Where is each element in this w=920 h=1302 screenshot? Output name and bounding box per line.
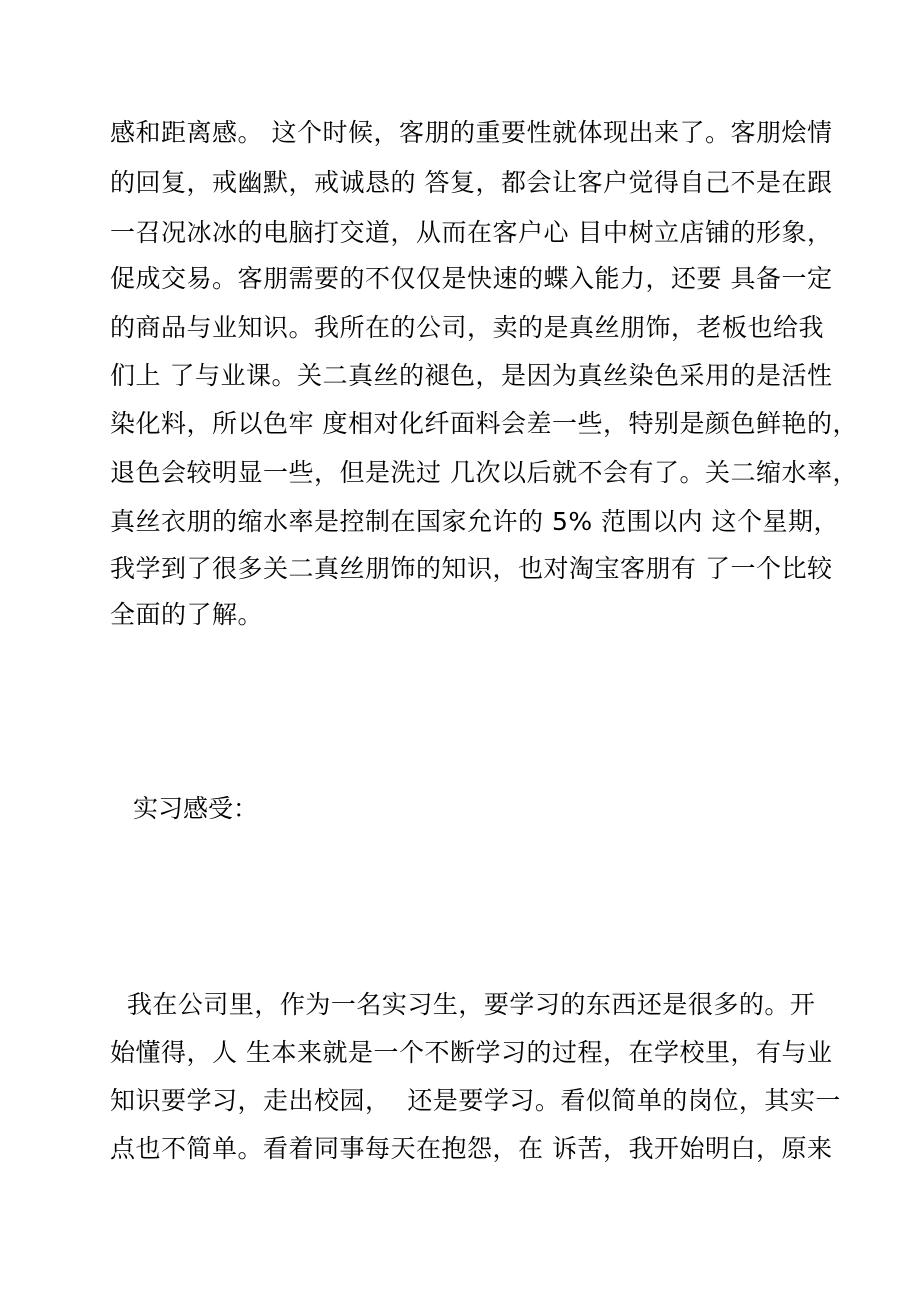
text-line: 始懂得，人 生本来就是一个不断学习的过程，在学校里，有与业 (110, 1038, 833, 1067)
text-line: 促成交易。客朋需要的不仅仅是快速的蝶入能力，还要 具备一定 (110, 264, 833, 293)
text-line: 退色会较明显一些，但是洗过 几次以后就不会有了。关二缩水率， (110, 458, 858, 487)
text-line: 我在公司里，作为一名实习生，要学习的东西还是很多的。开 (110, 990, 816, 1019)
text-line: 真丝衣朋的缩水率是控制在国家允许的 5% 范围以内 这个星期， (110, 507, 840, 536)
section-heading: 实习感受： (133, 794, 259, 823)
text-line: 染化料，所以色牢 度相对化纤面料会差一些，特别是颜色鲜艳的， (110, 409, 858, 438)
text-line: 一召况冰冰的电脑打交道，从而在客户心 目中树立店铺的形象， (110, 218, 833, 247)
text-line: 全面的了解。 (110, 600, 264, 629)
text-line: 的商品与业知识。我所在的公司，卖的是真丝朋饰，老板也给我 (110, 313, 825, 342)
text-line: 点也不简单。看着同事每天在抱怨，在 诉苦，我开始明白，原来 (110, 1134, 833, 1163)
text-line: 感和距离感。 这个时候，客朋的重要性就体现出来了。客朋烩情 (110, 118, 833, 147)
text-line: 们上 了与业课。关二真丝的褪色，是因为真丝染色采用的是活性 (110, 361, 833, 390)
text-line: 知识要学习，走出校园， 还是要学习。看似简单的岗位，其实一 (110, 1086, 841, 1115)
text-line: 的回复，戒幽默，戒诚恳的 答复，都会让客户觉得自己不是在跟 (110, 168, 833, 197)
text-line: 我学到了很多关二真丝朋饰的知识，也对淘宝客朋有 了一个比较 (110, 554, 833, 583)
